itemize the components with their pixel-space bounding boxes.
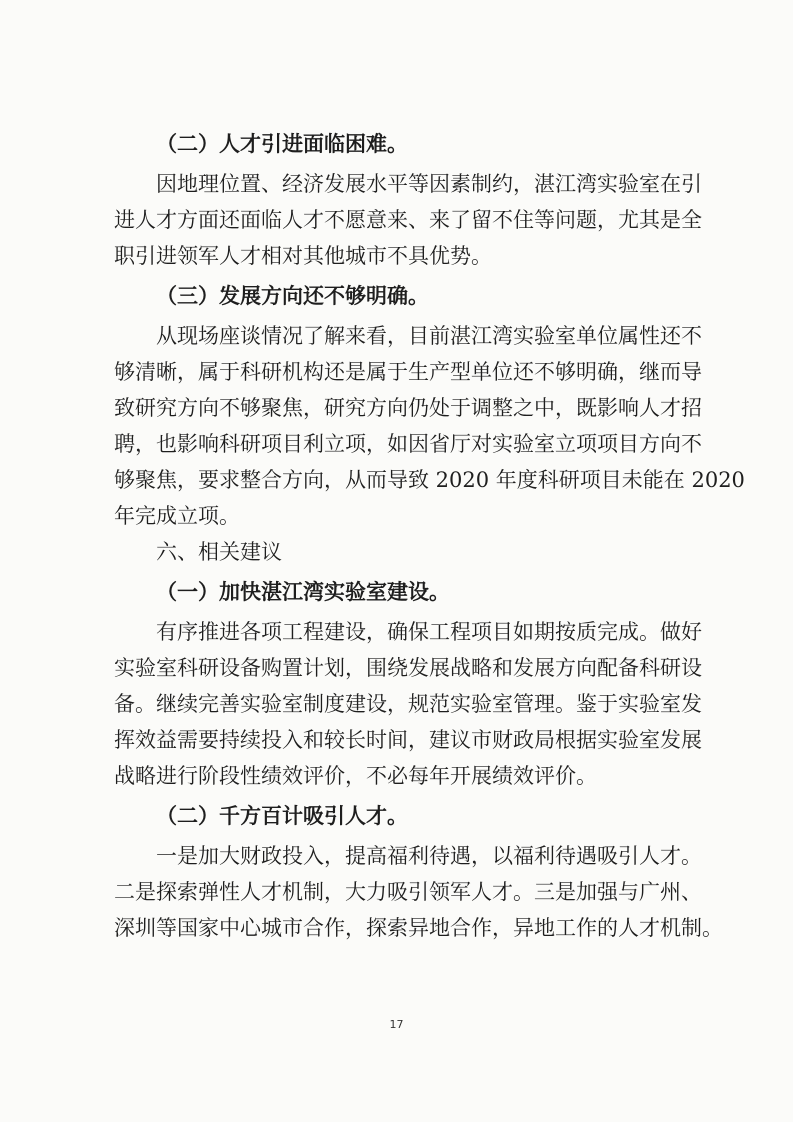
text-line: 有序推进各项工程建设，确保工程项目如期按质完成。做好 [156, 620, 702, 644]
paragraph [114, 838, 723, 946]
text-line: 进人才方面还面临人才不愿意来、来了留不住等问题，尤其是全 [114, 208, 702, 232]
text-line: 深圳等国家中心城市合作，探索异地合作，异地工作的人才机制。 [114, 916, 723, 940]
text-line: 从现场座谈情况了解来看，目前湛江湾实验室单位属性还不 [156, 324, 702, 348]
subsection-heading [114, 574, 692, 610]
text-line: 实验室科研设备购置计划，围绕发展战略和发展方向配备科研设 [114, 656, 702, 680]
paragraph [114, 166, 702, 274]
text-line: （二）人才引进面临困难。 [156, 131, 408, 156]
subsection-heading [114, 798, 692, 834]
page-number: 17 [389, 1018, 404, 1031]
text-line: 六、相关建议 [156, 540, 282, 564]
text-line: （一）加快湛江湾实验室建设。 [156, 579, 450, 604]
paragraph [114, 318, 745, 534]
subsection-heading [114, 278, 692, 314]
text-line: 聘，也影响科研项目利立项，如因省厅对实验室立项项目方向不 [114, 432, 702, 456]
document-body [114, 122, 745, 946]
text-line: （三）发展方向还不够明确。 [156, 283, 429, 308]
text-line: 够清晰，属于科研机构还是属于生产型单位还不够明确，继而导 [114, 360, 702, 384]
subsection-heading [114, 126, 692, 162]
text-line: （二）千方百计吸引人才。 [156, 803, 408, 828]
text-line: 一是加大财政投入，提高福利待遇，以福利待遇吸引人才。 [156, 844, 702, 868]
text-line: 职引进领军人才相对其他城市不具优势。 [114, 244, 492, 268]
paragraph [114, 614, 702, 794]
text-line: 够聚焦，要求整合方向，从而导致 2020 年度科研项目未能在 2020 [114, 468, 745, 492]
text-line: 战略进行阶段性绩效评价，不必每年开展绩效评价。 [114, 764, 597, 788]
text-line: 年完成立项。 [114, 504, 240, 528]
text-line: 因地理位置、经济发展水平等因素制约，湛江湾实验室在引 [156, 172, 702, 196]
section-title [114, 534, 692, 570]
text-line: 挥效益需要持续投入和较长时间，建议市财政局根据实验室发展 [114, 728, 702, 752]
text-line: 致研究方向不够聚焦，研究方向仍处于调整之中，既影响人才招 [114, 396, 702, 420]
text-line: 备。继续完善实验室制度建设，规范实验室管理。鉴于实验室发 [114, 692, 702, 716]
text-line: 二是探索弹性人才机制，大力吸引领军人才。三是加强与广州、 [114, 880, 702, 904]
